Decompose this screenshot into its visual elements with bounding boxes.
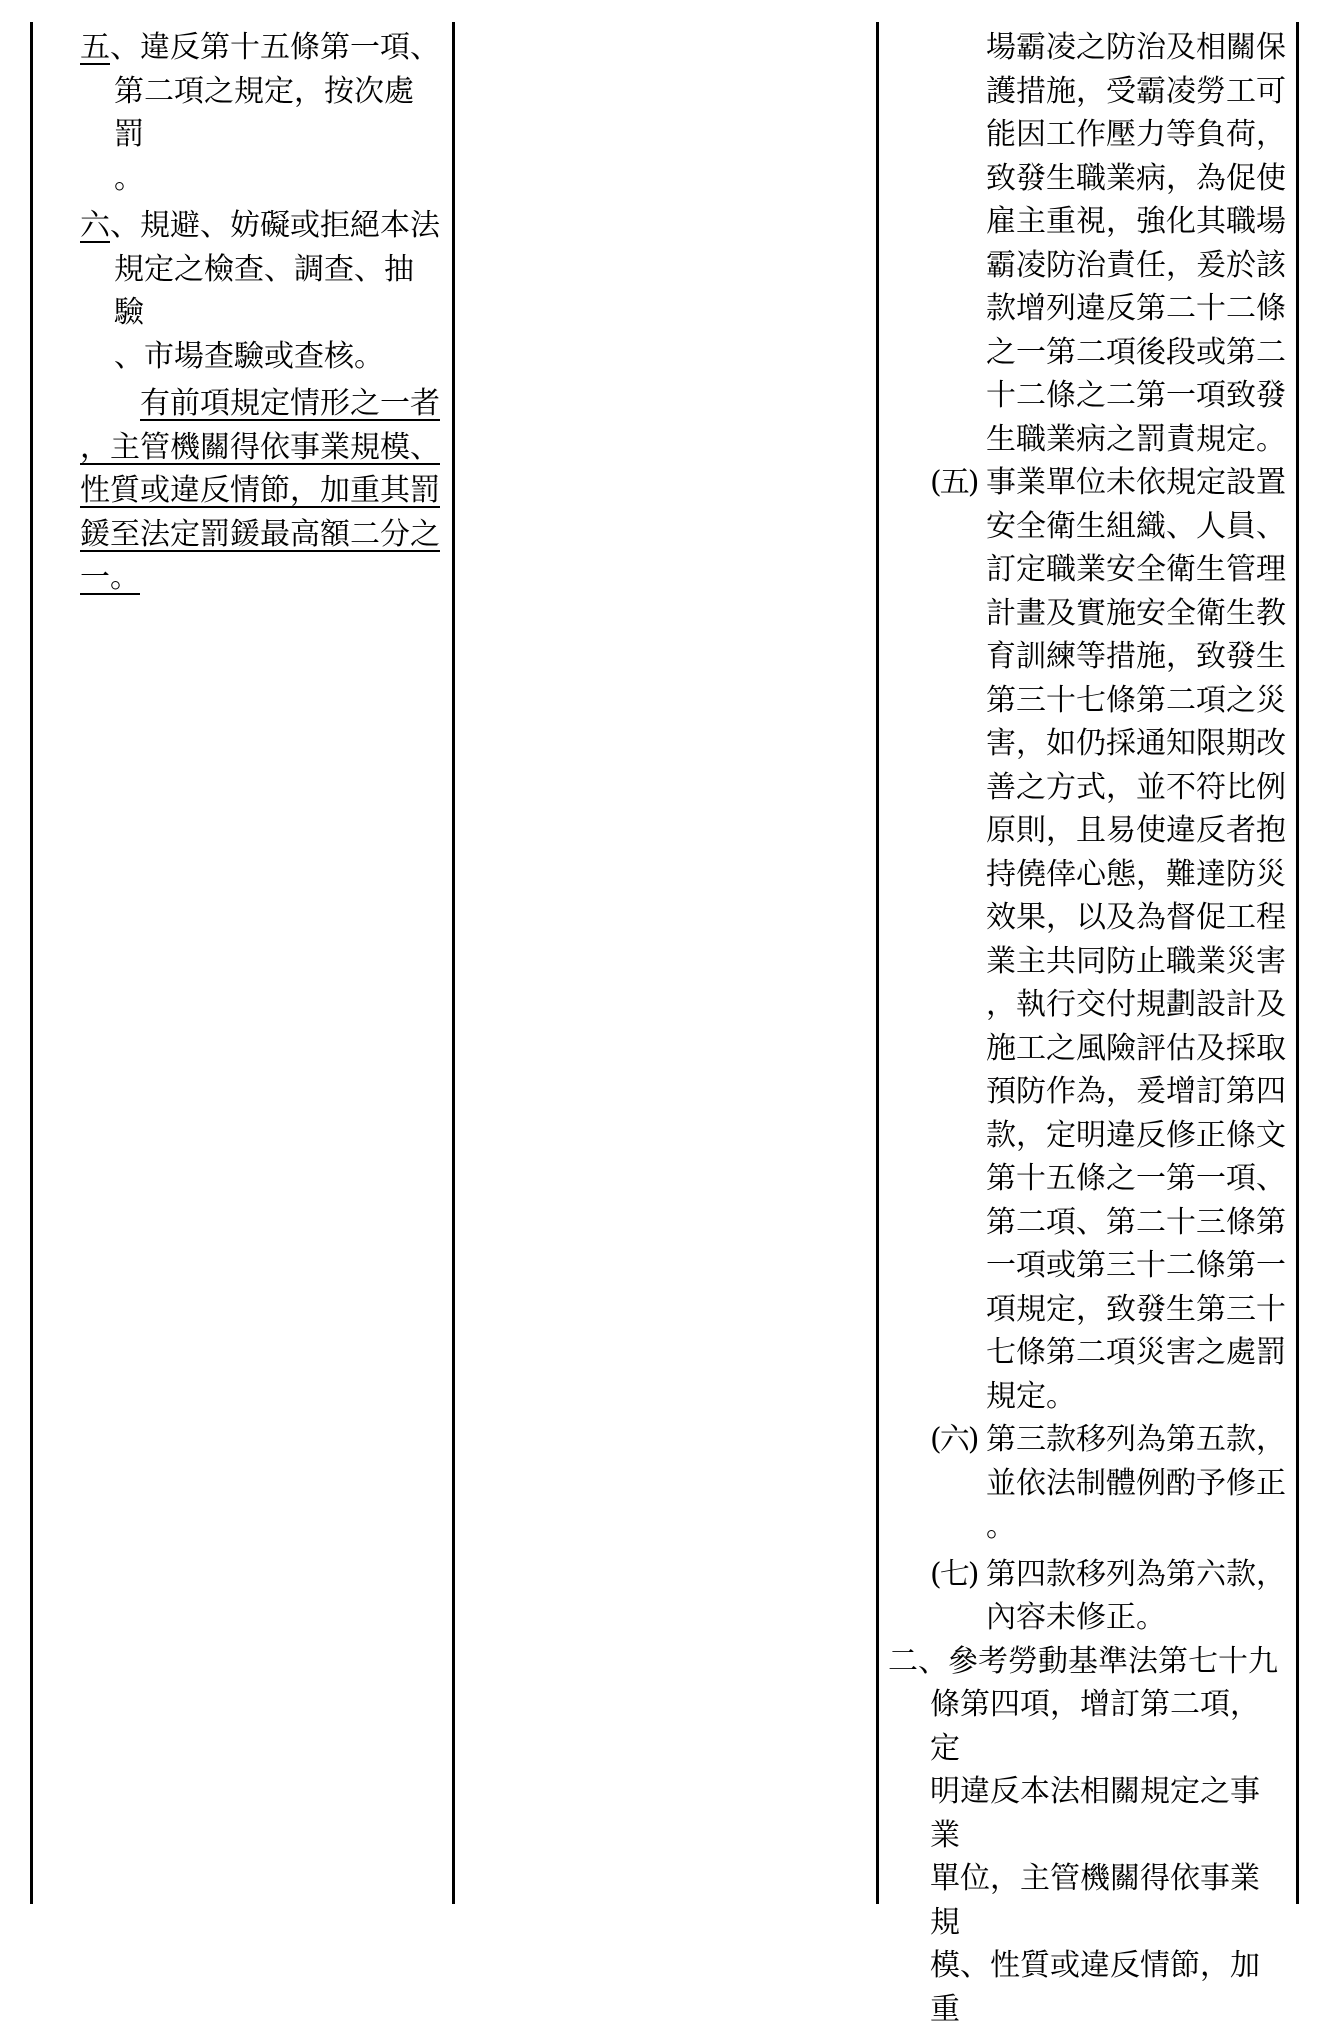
- item-5-line: 效果，以及為督促工程: [986, 900, 1286, 935]
- item-5-line: 第三十七條第二項之災: [986, 682, 1286, 718]
- item-5-line: 業主共同防止職業災害: [986, 943, 1286, 979]
- point-2-line: 單位，主管機關得依事業規: [930, 1861, 1260, 1940]
- item-4-line: 致發生職業病，為促使: [986, 160, 1286, 196]
- item-5-line: 施工之風險評估及採取: [986, 1030, 1286, 1066]
- item-5-line-3: 。: [114, 160, 144, 196]
- item-4-line: 款增列違反第二十二條: [986, 291, 1286, 326]
- item-5-line-2: 第二項之規定，按次處罰: [114, 73, 414, 152]
- item-7-first-line: (七) 第四款移列為第六款，: [888, 1553, 1288, 1597]
- table-border-left: [30, 22, 33, 1904]
- item-5-line: 第二項、第二十三條第: [986, 1204, 1286, 1240]
- item-5-line: 訂定職業安全衛生管理: [986, 552, 1286, 587]
- item-5-line: 害，如仍採通知限期改: [986, 726, 1286, 761]
- item-6-number: 六: [80, 208, 110, 243]
- item-5-line: 第十五條之一第一項、: [986, 1161, 1286, 1196]
- item-5-line-1: 五、違反第十五條第一項、: [80, 30, 440, 65]
- item-6-line: 。: [986, 1509, 1016, 1544]
- item-5-line: 款，定明違反修正條文: [986, 1117, 1286, 1153]
- item-4-line: 雇主重視，強化其職場: [986, 204, 1286, 239]
- new-paragraph-line-5: 一。: [80, 560, 140, 595]
- item-6-first-line: (六) 第三款移列為第五款，: [888, 1418, 1288, 1462]
- table-border-right: [1296, 22, 1299, 1904]
- explanation-column: [888, 26, 1288, 2031]
- item-4-line: 之一第二項後段或第二: [986, 334, 1286, 370]
- item-4-line: 護措施，受霸凌勞工可: [986, 73, 1286, 109]
- point-2-line: 模、性質或違反情節，加重: [930, 1948, 1260, 2027]
- table-divider-1: [452, 22, 455, 1904]
- item-5-line: 育訓練等措施，致發生: [986, 639, 1286, 674]
- amended-text-column: [80, 26, 440, 600]
- item-4-line: 霸凌防治責任，爰於該: [986, 247, 1286, 283]
- point-2-first-line: 二、參考勞動基準法第七十九: [888, 1643, 1278, 1679]
- item-5-line: 規定。: [986, 1378, 1076, 1414]
- item-5-line: 預防作為，爰增訂第四: [986, 1074, 1286, 1109]
- new-paragraph-line-3: 性質或違反情節，加重其罰: [80, 473, 440, 508]
- item-5-line: 項規定，致發生第三十: [986, 1291, 1286, 1327]
- item-5-number: 五: [80, 30, 110, 65]
- item-5-line: 七條第二項災害之處罰: [986, 1335, 1286, 1370]
- item-5-line: 持僥倖心態，難達防災: [986, 856, 1286, 892]
- new-paragraph-line-1: 有前項規定情形之一者: [140, 386, 440, 421]
- item-6-label: (六): [930, 1422, 978, 1457]
- item-4-line: 十二條之二第一項致發: [986, 378, 1286, 413]
- item-6-line-2: 規定之檢查、調查、抽驗: [114, 251, 414, 330]
- item-4-line: 能因工作壓力等負荷，: [986, 117, 1286, 152]
- new-paragraph-line-2: ，主管機關得依事業規模、: [80, 429, 440, 465]
- item-6-line-3: 、市場查驗或查核。: [114, 338, 384, 374]
- item-5-label: (五): [930, 465, 978, 500]
- item-5-line: 善之方式，並不符比例: [986, 769, 1286, 805]
- item-5-line: ，執行交付規劃設計及: [986, 987, 1286, 1022]
- new-paragraph-line-4: 鍰至法定罰鍰最高額二分之: [80, 516, 440, 552]
- item-5-line: 計畫及實施安全衛生教: [986, 595, 1286, 631]
- item-4-line: 生職業病之罰責規定。: [986, 421, 1286, 457]
- item-5-line: 原則，且易使違反者抱: [986, 813, 1286, 848]
- point-2-line: 明違反本法相關規定之事業: [930, 1774, 1260, 1853]
- item-7-line: 內容未修正。: [986, 1600, 1166, 1635]
- table-divider-2: [876, 22, 879, 1904]
- item-6-line-1: 六、規避、妨礙或拒絕本法: [80, 208, 440, 243]
- item-4-line: 場霸凌之防治及相關保: [986, 30, 1286, 65]
- item-5-first-line: (五) 事業單位未依規定設置: [888, 461, 1288, 505]
- item-5-line: 安全衛生組織、人員、: [986, 508, 1286, 544]
- point-2-line: 條第四項，增訂第二項，定: [930, 1687, 1260, 1766]
- item-5-line: 一項或第三十二條第一: [986, 1248, 1286, 1283]
- item-6-line: 並依法制體例酌予修正: [986, 1465, 1286, 1501]
- item-7-label: (七): [930, 1556, 978, 1592]
